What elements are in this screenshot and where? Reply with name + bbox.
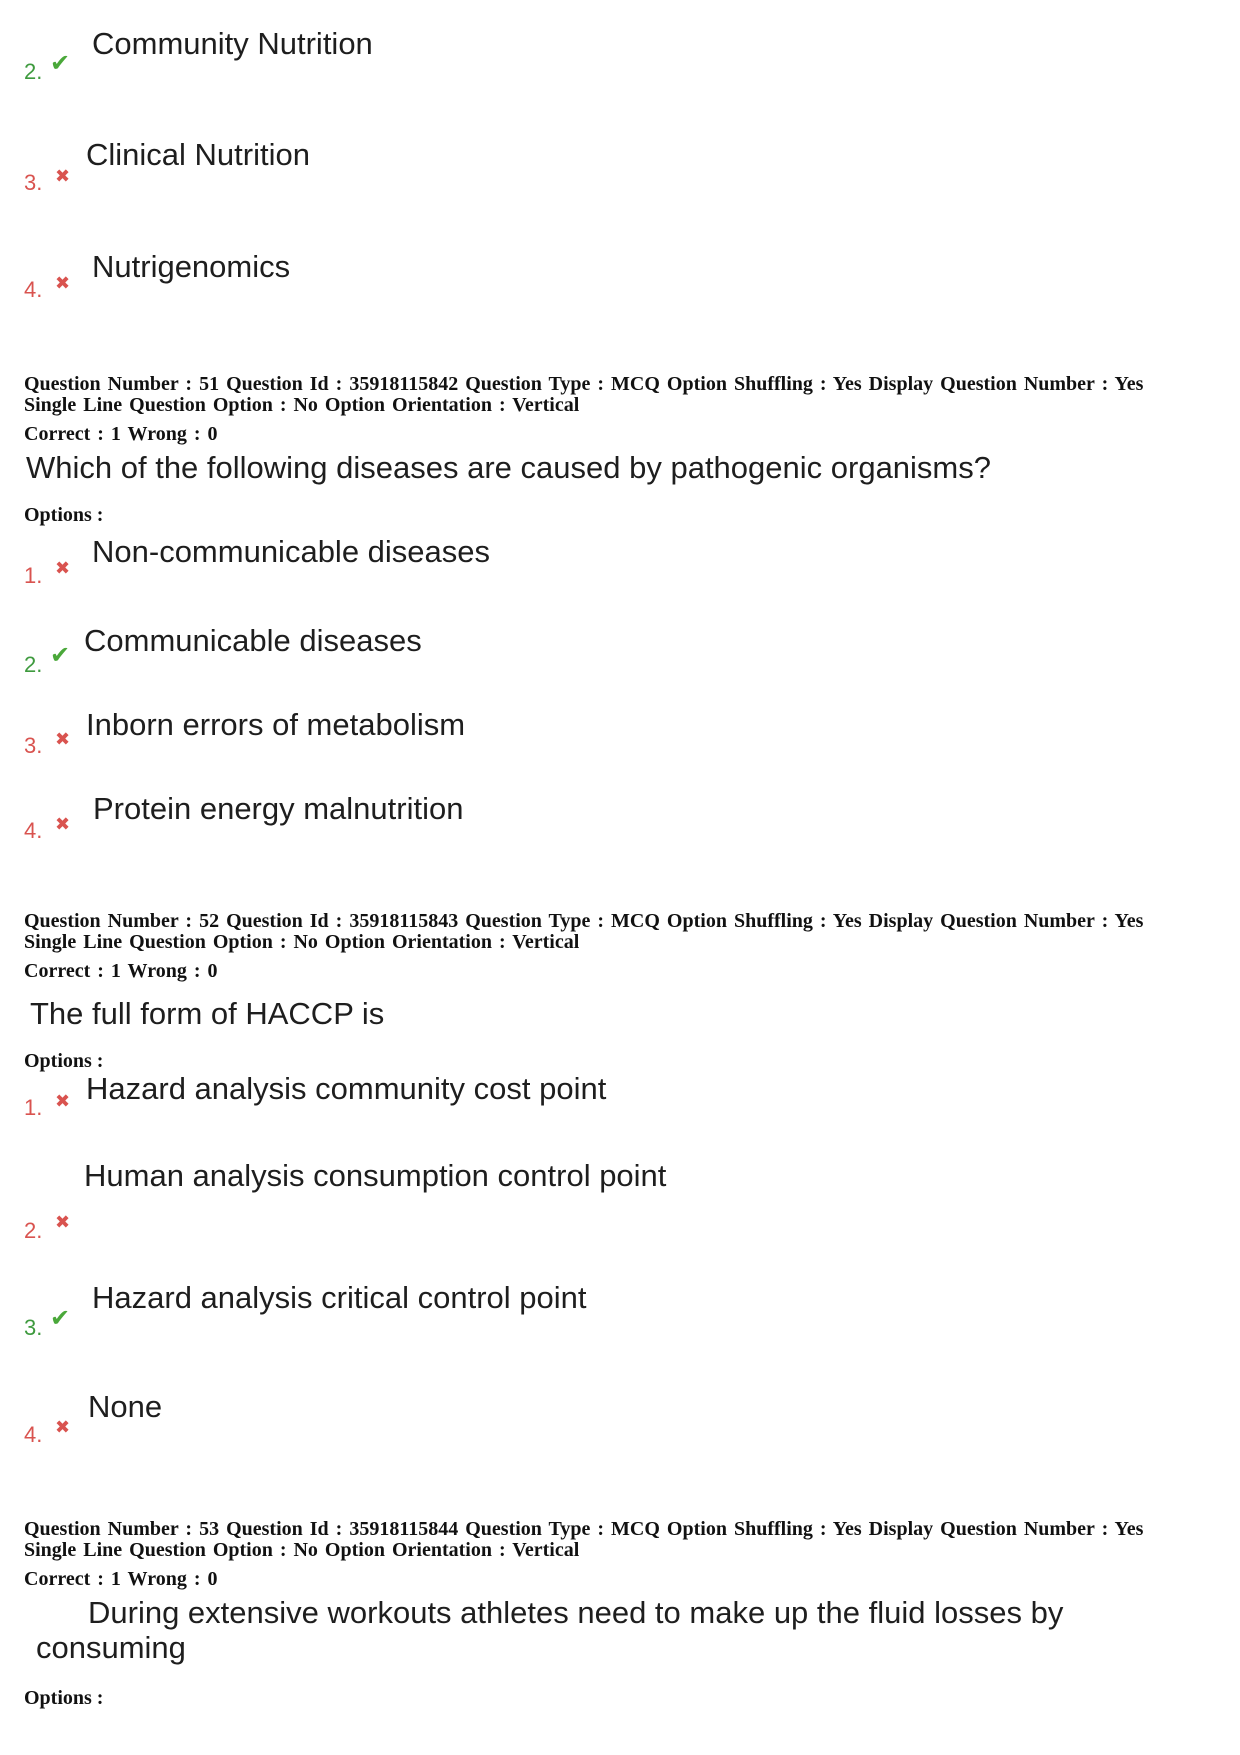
- check-icon: ✔: [50, 641, 71, 669]
- option-text: Communicable diseases: [84, 623, 422, 658]
- score-info: Correct : 1 Wrong : 0: [24, 1568, 218, 1590]
- question-meta-options: Single Line Question Option : No Option Orientation : Vertical: [24, 394, 580, 416]
- check-icon: ✔: [50, 1304, 71, 1332]
- score-info: Correct : 1 Wrong : 0: [24, 423, 218, 445]
- cross-icon: ✖: [55, 729, 71, 750]
- option-number: 2.: [24, 59, 43, 84]
- cross-icon: ✖: [55, 1212, 71, 1233]
- option-text: Protein energy malnutrition: [93, 791, 464, 826]
- question-text-line-2: consuming: [36, 1630, 186, 1665]
- option-number: 1.: [24, 1095, 43, 1120]
- option-number: 4.: [24, 277, 43, 302]
- score-info: Correct : 1 Wrong : 0: [24, 960, 218, 982]
- question-meta-options: Single Line Question Option : No Option Orientation : Vertical: [24, 931, 580, 953]
- option-text: Non-communicable diseases: [92, 534, 491, 569]
- option-number: 2.: [24, 1218, 43, 1243]
- cross-icon: ✖: [55, 273, 71, 294]
- cross-icon: ✖: [55, 1091, 71, 1112]
- cross-icon: ✖: [55, 558, 71, 579]
- option-number: 1.: [24, 563, 43, 588]
- options-label: Options :: [24, 1050, 104, 1072]
- question-text-line-1: During extensive workouts athletes need to make up the fluid losses by: [88, 1595, 1064, 1630]
- option-text: Inborn errors of metabolism: [86, 707, 466, 742]
- options-label: Options :: [24, 1687, 104, 1709]
- question-meta-options: Single Line Question Option : No Option Orientation : Vertical: [24, 1539, 580, 1561]
- question-meta: Question Number : 51 Question Id : 35918115842 Question Type : MCQ Option Shuffling : Yes Display Question Number : Yes: [24, 373, 1144, 395]
- option-number: 4.: [24, 1422, 43, 1447]
- option-number: 4.: [24, 818, 43, 843]
- option-number: 3.: [24, 170, 43, 195]
- option-number: 3.: [24, 1315, 43, 1340]
- option-number: 3.: [24, 733, 43, 758]
- cross-icon: ✖: [55, 1417, 71, 1438]
- check-icon: ✔: [50, 49, 71, 77]
- question-text: Which of the following diseases are caused by pathogenic organisms?: [26, 450, 991, 485]
- option-text: Hazard analysis critical control point: [92, 1280, 587, 1315]
- option-text: Hazard analysis community cost point: [86, 1071, 607, 1106]
- option-text: Community Nutrition: [92, 26, 373, 61]
- question-text: The full form of HACCP is: [30, 996, 385, 1031]
- option-text: Clinical Nutrition: [86, 137, 310, 172]
- option-number: 2.: [24, 652, 43, 677]
- cross-icon: ✖: [55, 166, 71, 187]
- options-label: Options :: [24, 504, 104, 526]
- option-text: Nutrigenomics: [92, 249, 291, 284]
- option-text: Human analysis consumption control point: [84, 1158, 667, 1193]
- question-meta: Question Number : 52 Question Id : 35918115843 Question Type : MCQ Option Shuffling : Yes Display Question Number : Yes: [24, 910, 1144, 932]
- question-meta: Question Number : 53 Question Id : 35918115844 Question Type : MCQ Option Shuffling : Yes Display Question Number : Yes: [24, 1518, 1144, 1540]
- cross-icon: ✖: [55, 814, 71, 835]
- option-text: None: [88, 1389, 163, 1424]
